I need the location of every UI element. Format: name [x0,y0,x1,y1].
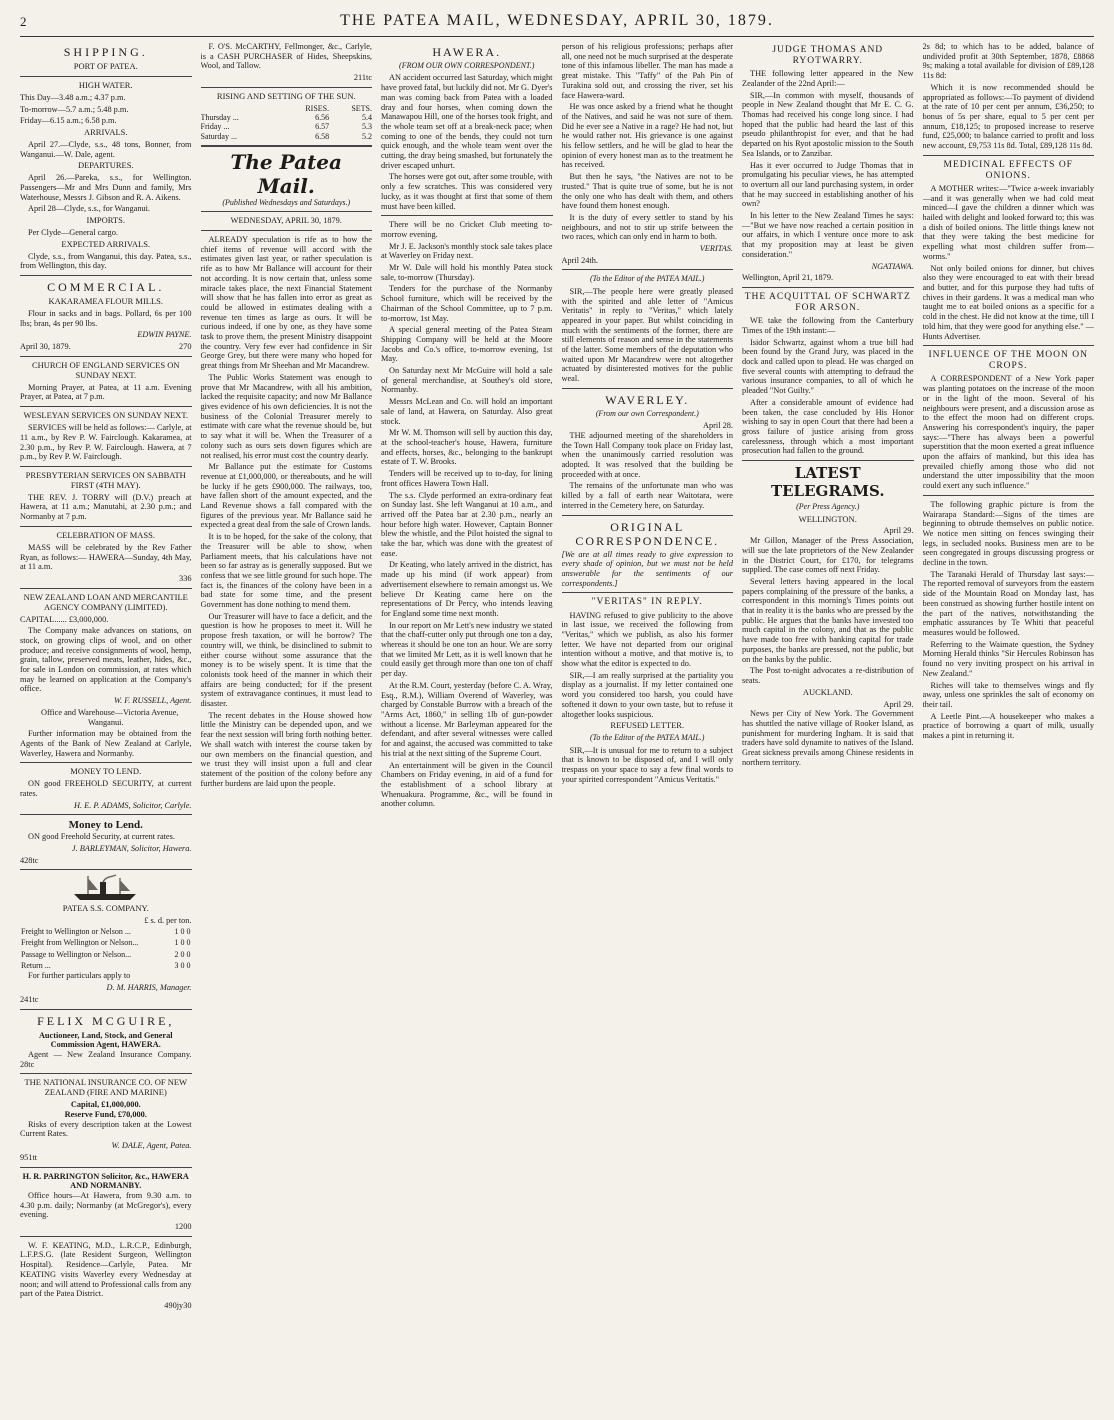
news-paragraph: News per City of New York. The Government has shuttled the native village of Rooker Island, as punishment for murdering Ingham. It is said that traders have sold dynamite to natives of the Island. Great sickness prevails among Chinese residents in northern territory. [742,709,914,767]
news-paragraph: The Post to-night advocates a re-distribution of seats. [742,666,914,685]
money2-heading: Money to Lend. [68,819,143,832]
news-paragraph: AN accident occurred last Saturday, which might have proved fatal, but luckily did not. Mr G. Dyer's man was coming back from Patea with a loaded dray and four horses, when coming down the Manawapou Hill, one of the horses took fright, and the whole team set off at a break-neck pace; when coming to one of the bends, they could not turn quick enough, and the whole team went over the cutting, the dray being smashed, but fortunately the driver escaped unhurt. [381,73,553,170]
keating-text: W. F. KEATING, M.D., L.R.C.P., Edinburgh, L.F.P.S.G. (late Resident Surgeon, Wellington Hospital). Residence—Carlyle, Patea. Mr KEATING visits Waverley every Wednesday at noon; and will attend to Professional calls from any part of the Patea District. [20,1240,192,1299]
divider [381,215,553,216]
news-paragraph: The s.s. Clyde performed an extra-ordinary feat on Sunday last. She left Wanganui at 10 a.m., and arrived off the Patea bar at 2.30 p.m., nearly an hour before high water. However, Captain Bonner blew the whistle, and the Pilot hoisted the signal to take the bar, which was done with the greatest of ease. [381,490,553,558]
divider [562,388,734,389]
letter-signature: VERITAS. [699,244,733,254]
news-paragraph: Mr J. E. Jackson's monthly stock sale takes place at Waverley on Friday next. [381,241,553,261]
page-number: 2 [20,14,27,29]
divider [20,76,192,77]
paper-subtitle: (Published Wednesdays and Saturdays.) [222,197,351,207]
divider [201,230,373,231]
nz-loan-text: The Company make advances on stations, on stock, on growing clips of wool, and on other produce; and receive consignments of wool, hemp, grain, tallow, preserved meats, leather, hides, &c., for sale in London on commission, at rates which may be learned on application at the Company's office. [20,626,192,694]
news-paragraph: A CORRESPONDENT of a New York paper was planting potatoes on the increase of the moon or in the light of the moon. Several of his neighbours were present, and a discussion arose as to the effect the moon had on different crops. Answering his correspondent's inquiry, the paper says:—"There has always been a powerful superstition that the moon exerted a great influence upon the affairs of mankind, but this idea has prevailed chiefly among those who did not understand the utter impossibility that the moon could exert any such influence." [922,374,1094,491]
letter-paragraph: HAVING refused to give publicity to the above in last issue, we received the following from "Veritas," which we publish, as also his former letter. We have not departed from our original intention without a motive, and that motive is, to show what the editor is expected to do. [561,610,733,669]
editorial-paragraph: ALREADY speculation is rife as to how the chief items of revenue will accord with the estimates given last year, or rather speculation is rife as to how Mr Ballance will account for their not according. It is now certain that, unless some miracle takes place, the next Financial Statement will show that he has fallen into error as great as could be allowed in estimates dealing with a revenue ten times as large as ours. It will be curious indeed, if one by one, as they have some task to prove them, the present Ministry disappoint the country. Very few ever had confidence in Sir George Grey, but there were many who hoped for great things from Mr Sheehan and Mr Macandrew. [200,235,372,371]
church-heading: CHURCH OF ENGLAND SERVICES ON SUNDAY NEXT. [31,359,180,380]
sun-table-heading: RISING AND SETTING OF THE SUN. [216,90,356,101]
column-4 [562,42,734,1412]
insurance-reserve: Reserve Fund, £70,000. [64,1109,147,1119]
divider [562,269,734,270]
column-5 [742,42,914,1412]
money2-text: ON good Freehold Security, at current rates. [28,832,175,842]
letter-paragraph: person of his religious professions; perhaps after all, one need not be much surprised at the desperate tone of this infamous libeller. The man has made a great mistake. This "Taffy" of the Pah Pin of Turakina sold out, and crossing the river, set his face Hawera-ward. [561,42,733,100]
fares-table [20,926,192,971]
table-row: Return ... 3 0 0 [21,961,191,971]
news-paragraph: THE adjourned meeting of the shareholders in the Town Hall Company took place on Friday last, when the unanimously carried resolution was adopted. It was resolved that the building be proceeded with at once. [561,430,733,479]
advert-ref: 241tc [20,994,39,1004]
divider [20,466,192,467]
correspondence-note: [We are at all times ready to give expression to every shade of opinion, but we must not be held answerable for the sentiments of our correspondents.] [561,549,733,588]
parrington-text: Office hours—At Hawera, from 9.30 a.m. to 4.30 p.m. daily; Normanby (at McGregor's), every evening. [20,1190,192,1220]
editorial-paragraph: The Public Works Statement was enough to prove that Mr Macandrew, with all his ambition, lacked the requisite capacity; and now Mr Ballance gives evidence of his own deficiencies. It is not the business of the Colonial Treasurer merely to estimate with care what the revenue should be, but to say what it will be. When the Treasurer of a colony such as ours sets down figures which are not realised, his error must cost the country dearly. [200,372,372,460]
editorial-paragraph: Our Treasurer will have to face a deficit, and the question is how he proposes to meet it. Will he propose fresh taxation, or will he borrow? The country will, we think, be disinclined to submit to either course without some assurance that the money is to be wisely spent. It is time that the colonists took heed of the manner in which their affairs are being conducted; for if the present system of extravagance continues, it must lead to disaster. [200,611,372,709]
divider [20,1073,192,1074]
parrington-heading: H. R. PARRINGTON Solicitor, &c., HAWERA AND NORMANBY. [22,1171,189,1191]
advert-ref: 490jy30 [164,1300,192,1310]
commercial-heading: COMMERCIAL. [47,280,165,295]
arrivals-heading: ARRIVALS. [83,127,128,138]
table-header: RISES. SETS. [305,103,372,113]
telegram-place: AUCKLAND. [802,686,853,697]
letter-paragraph: SIR,—It is unusual for me to return to a subject that is known to be disposed of, and I will only trespass on your space to say a few final words to your spirited correspondent "Amicus Veritatis." [561,745,733,784]
moon-heading: INFLUENCE OF THE MOON ON CROPS. [928,350,1088,372]
waverley-heading: WAVERLEY. [605,392,690,407]
office-line: Office and Warehouse—Victoria Avenue, Wanganui. [40,707,179,727]
departures-text: April 26.—Pareka, s.s., for Wellington. Passengers—Mr and Mrs Dunn and family, Mrs Waterhouse, Messrs J. Gibson and R. A. Aikens. [20,173,192,202]
divider [20,762,192,763]
judge-heading: JUDGE THOMAS AND RYOTWARRY. [772,45,884,67]
news-paragraph: Which it is now recommended should be appropriated as follows:—To payment of dividend at the rate of 10 per cent per annum, £36,250; to bonus of 5s per share, equal to 5 per cent per annum, £18,125; to proposed increase to reserve fund, £25,000; to balance carried to profit and loss new account, £9,753 11s 8d. Total, £89,128 11s 8d. [922,82,1094,151]
veritas-heading: "VERITAS" IN REPLY. [591,597,703,608]
column-1 [20,42,192,1412]
advert-signature: D. M. HARRIS, Manager. [106,983,192,993]
editor-heading: (To the Editor of the PATEA MAIL.) [590,274,705,284]
news-paragraph: The horses were got out, after some trouble, with only a few scratches. This was considered very lucky, as it was thought at first that some of them must have been killed. [381,172,553,211]
divider [923,155,1095,156]
letter-date: Wellington, April 21, 1879. [742,273,834,283]
advert-signature: H. E. P. ADAMS, Solicitor, Carlyle. [74,800,192,810]
acquittal-heading: THE ACQUITTAL OF SCHWARTZ FOR ARSON. [744,291,911,314]
tide-line: Friday—6.15 a.m.; 6.58 p.m. [20,116,117,126]
news-paragraph: Several letters having appeared in the local papers complaining of the pressure of the banks, a correspondent in this morning's Times points out that in reality it is the banks who are pressed by the public. He argues that the banks have invested too much capital in the colony, and that as the public have made too free with banking capital for trade purposes, the banks are pressed, not the public, but on the banks by the public. [742,576,914,664]
church-text: Morning Prayer, at Patea, at 11 a.m. Evening Prayer, at Patea, at 7 p.m. [20,382,192,402]
divider [562,515,734,516]
expected-heading: EXPECTED ARRIVALS. [61,238,151,249]
insurance-text: Risks of every description taken at the Lowest Current Rates. [20,1119,192,1139]
news-paragraph: Mr W. Dale will hold his monthly Patea stock sale, to-morrow (Thursday). [381,263,553,282]
arrivals-text: April 27.—Clyde, s.s., 48 tons, Bonner, from Wanganui.—W. Dale, agent. [20,139,192,159]
news-paragraph: The Taranaki Herald of Thursday last says:—The reported removal of surveyors from the eastern side of the Mountain Road on Monday last, has been construed as showing further hostile intent on the part of the natives, notwithstanding the emphatic assurances by Te Whiti that peaceful measures would be followed. [922,569,1094,637]
letter-paragraph: Has it ever occurred to Judge Thomas that in promulgating his peculiar views, he has attempted to overturn all our land purchasing system, in order that he may succeed in establishing another of his own? [742,160,914,209]
news-paragraph: After a considerable amount of evidence had been taken, the case concluded by His Honor wishing to say in open Court that there had been a gross failure of justice arising from gross carelessness, through which a most important prosecution had fallen to the ground. [742,397,914,456]
divider [20,869,192,870]
advert-signature: W. F. RUSSELL, Agent. [113,696,192,706]
news-paragraph: Referring to the Waimate question, the Sydney Morning Herald thinks "Sir Hercules Robinson has found no very inviting prospect on his arrival in New Zealand." [922,639,1094,678]
news-paragraph: A Leetle Pint.—A housekeeper who makes a practice of borrowing a quart of milk, usually makes a pint in returning it. [922,711,1094,741]
telegram-place: WELLINGTON. [798,513,857,524]
divider [20,588,192,589]
waverley-subheading: (From our own Correspondent.) [595,408,699,418]
flour-mills-heading: KAKARAMEA FLOUR MILLS. [48,296,164,307]
capital-line: CAPITAL...... £3,000,000. [20,614,109,624]
advert-ref: 428tc [20,855,39,865]
table-row: Thursday ... 6.56 5.4 [200,113,372,123]
letter-paragraph: SIR,—In common with myself, thousands of people in New Zealand thought that Mr E. C. G. Thomas had received his conge long since. I had hoped that the public had heard the last of this pseudo philanthropist for ever, and that he had departed on his Ryot apostolic mission to the South Sea Islands, or to Zanzibar. [742,90,914,158]
letter-date: April 24th. [561,255,598,265]
divider [923,495,1095,496]
letter-paragraph: He was once asked by a friend what he thought of the Natives, and said he was not sure of them. Did he ever see a Native in a rage? He had not, but he would rather not. His grievance is one against his fellow settlers, and he will be glad to hear the opinion of every honest man as to the treatment he has received. [561,102,733,170]
column-2 [201,42,373,1412]
correspondence-heading: ORIGINAL CORRESPONDENCE. [575,519,720,548]
divider [20,275,192,276]
fares-more: For further particulars apply to [28,971,131,981]
divider [20,526,192,527]
letter-paragraph: It is the duty of every settler to stand by his neighbours, and not to stir up strife between the two races, which can only end in harm to both. [561,212,733,242]
divider [201,211,373,212]
editorial-paragraph: The recent debates in the House showed how little the Ministry can be depended upon, and we fear the next session will bring forth nothing better. We shall watch with interest the course taken by our own members on the financial question, and we trust they will insist upon a full and clear statement of the position of the colony before any further burdens are laid upon the people. [200,710,372,788]
money-heading: MONEY TO LEND. [70,766,142,777]
table-row: Freight from Wellington or Nelson... 1 0 0 [21,938,191,948]
felix-agent: Agent — New Zealand Insurance Company. 28tc [20,1050,192,1069]
advert-ref: 211tc [353,73,372,83]
flour-text: Flour in sacks and in bags. Pollard, 6s per 100 lbs; bran, 4s per 90 lbs. [20,309,192,328]
divider [201,145,373,147]
divider [923,345,1095,346]
news-paragraph: An entertainment will be given in the Council Chambers on Friday evening, in aid of a fund for the establishment of a school library at Whenuakura. Programme, &c., will be found in another column. [381,760,553,809]
presbyterian-text: THE REV. J. TORRY will (D.V.) preach at Hawera, at 11 a.m.; Manutahi, at 2.30 p.m.; and Normanby at 7 p.m. [20,492,192,522]
editorial-masthead [201,151,373,207]
divider [20,1167,192,1168]
table-row: Saturday ... 6.58 5.2 [200,131,372,141]
nz-loan-heading: NEW ZEALAND LOAN AND MERCANTILE AGENCY COMPANY (LIMITED). [23,591,188,612]
column-3 [381,42,553,1412]
imports-text: Per Clyde—General cargo. [28,228,118,238]
divider [20,1236,192,1237]
letter-paragraph: In his letter to the New Zealand Times he says:—"But we have now reached a certain position in our affairs, in which I venture once more to ask that my proposition may at least be given consideration." [742,211,914,259]
table-row: Freight to Wellington or Nelson ... 1 0 0 [21,927,191,937]
nz-loan-more: Further information may be obtained from the Agents of the Bank of New Zealand at Carlyle, Waverley, Hawera and Normanby. [20,729,192,758]
departures-text: April 28—Clyde, s.s., for Wanganui. [28,204,151,214]
sun-table [201,104,373,141]
news-paragraph: Tenders for the purchase of the Normanby School furniture, which will be received by the Chairman of the School Committee, up to 7 p.m. to-morrow, 1st May. [381,284,553,323]
table-row: Friday ... 6.57 5.3 [200,122,372,132]
news-paragraph: Not only boiled onions for dinner, but chives also they were encouraged to eat with their bread and butter, and for this purpose they had tufts of chives in their gardens. It was a medical man who taught me to eat boiled onions as a specific for a cold in the chest. He did not know at the time, till I told him, that they were good for anything else." — Hunts Advertiser. [922,263,1094,341]
advert-signature: EDWIN PAYNE. [137,330,192,340]
news-paragraph: WE take the following from the Canterbury Times of the 19th instant:— [742,316,914,335]
news-paragraph: Dr Keating, who lately arrived in the district, has made up his mind (if work appear) from advertisement elsewhere to remain amongst us. We believe Dr Keating came here on the representations of Dr Percy, who intends leaving for England some time next month. [381,560,553,618]
news-paragraph: The following graphic picture is from the Wairarapa Standard:—Signs of the times are beginning to obtrude themselves on public notice. We notice men sitting on fences swinging their legs, in secluded nooks. Business men are to be seen congregated in groups discussing progress or decline in the town. [922,499,1094,568]
news-paragraph: The remains of the unfortunate man who was killed by a fall of earth near Waitotara, were interred in the Cemetery here, on Saturday. [561,481,733,510]
divider [201,87,373,88]
advert-ref: 336 [179,573,192,583]
fares-unit: £ s. d. per ton. [144,916,192,926]
news-paragraph: Isidor Schwartz, against whom a true bill had been found by the Grand Jury, was placed in the dock and called upon to plead. He was charged on five several counts with attempting to defraud the various insurance companies, to all of which he pleaded "Not Guilty." [742,337,914,396]
editorial-date: WEDNESDAY, APRIL 30, 1879. [230,216,342,226]
felix-name: FELIX MCGUIRE, [37,1013,175,1028]
imports-heading: IMPORTS. [86,215,125,226]
port-heading: PORT OF PATEA. [73,61,138,72]
tide-line: This Day—3.48 a.m.; 4.37 p.m. [20,92,126,102]
news-paragraph: A special general meeting of the Patea Steam Shipping Company will be held at the Moore Jacobs and Co.'s office, to-morrow evening, 1st May. [381,325,553,364]
presbyterian-heading: PRESBYTERIAN SERVICES ON SABBATH FIRST (4TH MAY). [25,469,186,490]
news-paragraph: Mr W. M. Thomson will sell by auction this day, at the school-teacher's house, Hawera, furniture and effects, horses, &c., belonging to the bankrupt estate of T. W. Brooks. [381,428,553,467]
hawera-heading: HAWERA. [432,45,502,59]
advert-signature: J. BARLEYMAN, Solicitor, Hawera. [71,843,192,853]
wesleyan-heading: WESLEYAN SERVICES ON SUNDAY NEXT. [23,410,189,421]
news-paragraph: Riches will take to themselves wings and fly away, unless one sprinkles the salt of economy on their tail. [922,680,1094,709]
letter-signature: NGATIAWA. [871,261,914,271]
newspaper-header: THE PATEA MAIL, WEDNESDAY, APRIL 30, 1879. [340,12,774,29]
news-paragraph: On Saturday next Mr McGuire will hold a sale of general merchandise, at Southey's old store, Normanby. [381,366,553,395]
news-paragraph: THE following letter appeared in the New Zealander of the 22nd April:— [742,69,914,88]
wesleyan-text: SERVICES will be held as follows:— Carlyle, at 11 a.m., by Rev P. W. Fairclough. Kakaramea, at 2.30 p.m., by Rev P. W. Fairclough. Hawera, at 7 p.m., by Rev P. W. Fairclough. [20,423,192,462]
news-paragraph: In our report on Mr Lett's new industry we stated that the chaff-cutter only put through one ton a day, whereas it should be one ton an hour. We are sorry that we limited Mr Lett, as it is well known that he could easily get through more than one ton of chaff per day. [381,620,553,679]
paper-name: The Patea Mail. [230,150,342,198]
news-paragraph: At the R.M. Court, yesterday (before C. A. Wray, Esq., R.M.), William Overend of Waverley, was charged by Constable Burrow with a breach of the "Arms Act, 1860," in selling 1lb of gun-powder without a license. Mr Barleyman appeared for the defendant, and after several witnesses were called for and against, the accused was committed to take his trial at the next sitting of the Supreme Court. [381,680,553,758]
advert-ref: 1200 [174,1222,192,1232]
telegrams-heading: LATEST TELEGRAMS. [770,464,885,500]
editor-heading: (To the Editor of the PATEA MAIL.) [590,733,705,743]
editorial-paragraph: It is to be hoped, for the sake of the colony, that the Treasurer will be able to show, when Parliament meets, that his calculations have not been so far astray as is generally supposed. But we confess that we see little ground for such hope. The fact is, the finances of the colony have been in a bad state for some time, and the present Government has done nothing to mend them. [200,532,372,610]
divider [20,406,192,407]
mass-heading: CELEBRATION OF MASS. [56,529,155,540]
hawera-subheading: (FROM OUR OWN CORRESPONDENT.) [399,61,535,71]
felix-role: Auctioneer, Land, Stock, and General Commission Agent, HAWERA. [38,1030,173,1050]
insurance-capital: Capital, £1,000,000. [70,1100,141,1110]
news-paragraph: There will be no Cricket Club meeting to-morrow evening. [381,220,553,239]
editorial-paragraph: Mr Ballance put the estimate for Customs revenue at £1,000,000, or thereabouts, and he will be lucky if he gets £900,000. The railways, too, have fallen short of the amount expected, and the Land Revenue shows a fall compared with the figures of the previous year. Mr Ballance said he expected a great deal from the sale of Crown lands. [200,462,372,530]
tide-line: To-morrow—5.7 a.m.; 5.48 p.m. [20,104,129,114]
advert-signature: W. DALE, Agent, Patea. [111,1141,192,1151]
page-columns [20,42,1094,1412]
letter-paragraph: SIR,—The people here were greatly pleased with the spirited and able letter of "Amicus Veritatis" in reply to "Veritas," which lately appeared in your paper. But whilst coinciding in much with the sentiments of the former, there are still elements of reason and sense in the statements of the latter. Some members of the deputation who waited upon Mr Macandrew were not altogether actuated by disinterested motives for the public weal. [561,286,733,384]
high-water-heading: HIGH WATER. [78,79,133,90]
news-paragraph: Messrs McLean and Co. will hold an important sale of land, at Hawera, on Saturday. Also great stock. [381,397,553,426]
divider [20,356,192,357]
masthead [20,6,1094,37]
table-row: Passage to Wellington or Nelson... 2 0 0 [21,949,191,959]
divider [20,814,192,815]
news-paragraph: 2s 8d; to which has to be added, balance of undivided profit at 30th September, 1878, £8868 9s; making a total available for division of £89,128 11s 8d: [922,42,1094,81]
column-6 [923,42,1095,1412]
refused-heading: REFUSED LETTER. [610,720,685,731]
divider [562,592,734,593]
advert-ref: 951tt [20,1152,38,1162]
divider [742,287,914,288]
mass-text: MASS will be celebrated by the Rev Father Ryan, as follows:— HAWERA—Sunday, 4th May, at 11 a.m. [20,542,192,572]
letter-paragraph: SIR,—I am really surprised at the partiality you display as a journalist. If my letter contained one word you considered too harsh, you could have softened it down to your own taste, but to refuse it altogether looks suspicious. [561,670,733,719]
divider [20,1009,192,1010]
money-text: ON good FREEHOLD SECURITY, at current rates. [20,779,192,798]
onions-heading: MEDICINAL EFFECTS OF ONIONS. [943,159,1073,181]
mccarthy-advert: F. O'S. McCARTHY, Fellmonger, &c., Carlyle, is a CASH PURCHASER of Hides, Sheepskins, Wool, and Tallow. [200,42,372,71]
news-paragraph: Tenders will be received up to to-day, for lining front offices Hawera Town Hall. [381,469,553,488]
advert-date: April 30, 1879. 270 [20,342,192,352]
news-paragraph: A MOTHER writes:—"Twice a-week invariably—and it was generally when we had cold meat minced—I gave the children a dinner which was hailed with delight and looked forward to; this was a dish of boiled onions. The little things knew not that they were taking the best medicine for expelling what most children suffer from—worms." [922,183,1094,261]
shipping-heading: SHIPPING. [63,45,148,59]
divider [742,460,914,461]
news-paragraph: Mr Gillon, Manager of the Press Association, will sue the late proprietors of the New Zealander in the District Court, for £170, for telegrams supplied. The case comes off next Friday. [742,536,914,575]
steamship-icon [70,874,142,902]
departures-heading: DEPARTURES. [77,160,134,171]
expected-text: Clyde, s.s., from Wanganui, this day. Patea, s.s., from Wellington, this day. [20,251,192,271]
waverley-date: April 28. [703,421,733,431]
telegrams-subheading: (Per Press Agency.) [796,502,860,512]
letter-paragraph: But then he says, "the Natives are not to be trusted." That is quite true of some, but he is not the only one who has dealt with them, and others have found them honest enough. [561,172,733,211]
telegram-date: April 29. [883,526,914,536]
insurance-heading: THE NATIONAL INSURANCE CO. OF NEW ZEALAND (FIRE AND MARINE) [24,1077,188,1098]
patea-company-heading: PATEA S.S. COMPANY. [62,903,149,914]
telegram-date: April 29. [883,699,914,709]
